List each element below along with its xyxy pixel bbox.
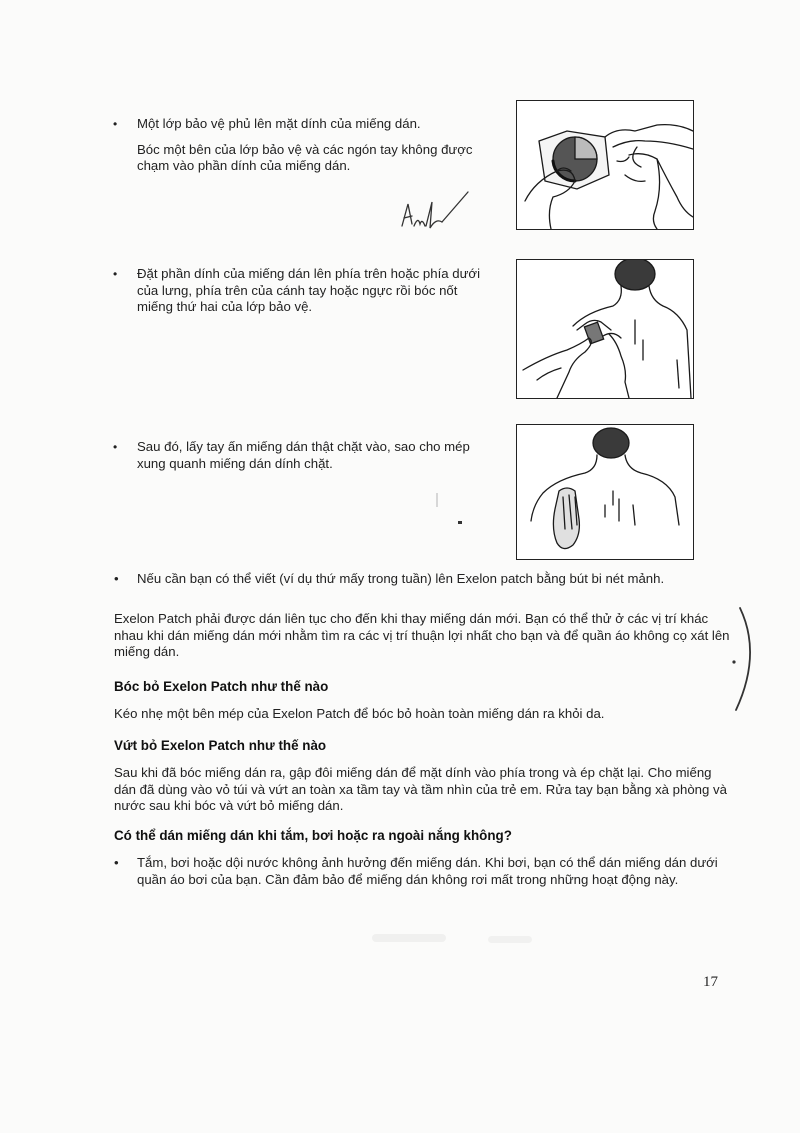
paragraph-continuous-wear: Exelon Patch phải được dán liên tục cho đến khi thay miếng dán mới. Bạn có thể thử ở các vị trí khác nhau khi dán miếng dán mới nhằm tìm ra các vị trí thuận lợi nhất cho bạn và để quần áo không cọ xát lên miếng dán. bbox=[114, 611, 730, 660]
margin-bracket-mark bbox=[730, 604, 760, 714]
handwritten-signature-icon bbox=[398, 188, 470, 232]
text-remove: Kéo nhẹ một bên mép của Exelon Patch để bóc bỏ hoàn toàn miếng dán ra khỏi da. bbox=[114, 706, 605, 721]
patch-on-back-icon bbox=[516, 259, 694, 399]
heading-remove: Bóc bỏ Exelon Patch như thế nào bbox=[114, 679, 329, 694]
page-number: 17 bbox=[703, 974, 718, 990]
illustration-peel bbox=[517, 101, 693, 229]
bullet-dot: • bbox=[114, 571, 119, 586]
note-bullet bbox=[114, 571, 733, 588]
hand-peeling-patch-icon bbox=[516, 100, 694, 230]
illustration-press-patch bbox=[517, 425, 693, 559]
text-dispose: Sau khi đã bóc miếng dán ra, gập đôi miếng dán để mặt dính vào phía trong và ép chặt lại. Cho miếng dán đã dùng vào vỏ túi và vứt an toàn xa tầm tay và tầm nhìn của trẻ em. Rửa tay bạn bằng xà phòng và nước sau khi bóc và vứt bỏ miếng dán. bbox=[114, 765, 727, 814]
step-1-line-2: Bóc một bên của lớp bảo vệ và các ngón tay không được chạm vào phần dính của miếng dán. bbox=[137, 141, 473, 173]
bath-bullet-text: Tắm, bơi hoặc dội nước không ảnh hưởng đến miếng dán. Khi bơi, bạn có thể dán miếng dán dưới quần áo bơi của bạn. Cần đảm bảo để miếng dán không rơi mất trong những hoạt động này. bbox=[137, 855, 718, 887]
bullet-dot: • bbox=[114, 855, 119, 870]
bath-bullet bbox=[114, 855, 733, 888]
heading-bath: Có thể dán miếng dán khi tắm, bơi hoặc ra ngoài nắng không? bbox=[114, 828, 512, 843]
bleed-through-smudge bbox=[488, 936, 532, 943]
step-1-line-1: Một lớp bảo vệ phủ lên mặt dính của miếng dán. bbox=[137, 116, 421, 131]
step-1-text bbox=[113, 116, 497, 175]
bleed-through-smudge bbox=[372, 934, 446, 942]
step-2-text bbox=[113, 266, 497, 316]
scan-speck bbox=[436, 493, 438, 507]
step-2-line-1: Đặt phần dính của miếng dán lên phía trên hoặc phía dưới của lưng, phía trên của cánh tay hoặc ngực rồi bóc nốt miếng thứ hai của lớp bảo vệ. bbox=[137, 266, 481, 314]
step-3-text bbox=[113, 439, 497, 472]
bullet-dot: • bbox=[113, 117, 118, 131]
bullet-dot: • bbox=[113, 440, 118, 454]
note-bullet-text: Nếu cần bạn có thể viết (ví dụ thứ mấy trong tuần) lên Exelon patch bằng bút bi nét mảnh. bbox=[137, 571, 665, 586]
illustration-back-patch bbox=[517, 260, 693, 398]
scan-speck bbox=[458, 521, 462, 524]
heading-dispose: Vứt bỏ Exelon Patch như thế nào bbox=[114, 738, 327, 753]
press-patch-icon bbox=[516, 424, 694, 560]
step-3-line-1: Sau đó, lấy tay ấn miếng dán thật chặt vào, sao cho mép xung quanh miếng dán dính chặt. bbox=[137, 439, 470, 471]
bullet-dot: • bbox=[113, 267, 118, 281]
